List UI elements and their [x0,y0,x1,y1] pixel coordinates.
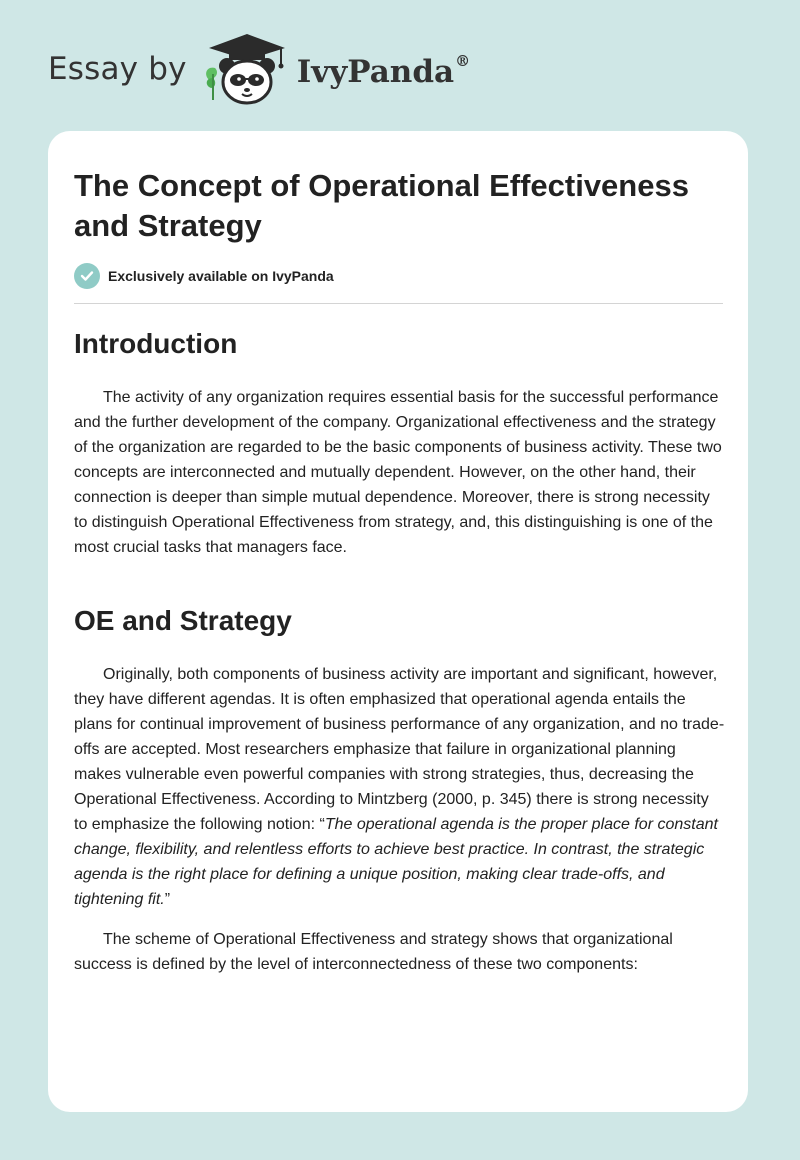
section-heading-oe-strategy: OE and Strategy [74,605,292,636]
exclusive-badge [74,263,334,289]
paragraph-oe-strategy-2: The scheme of Operational Effectiveness and strategy shows that organizational success is defined by the level of interconnectedness of these two components: [74,931,673,973]
exclusive-label: Exclusively available on IvyPanda [108,268,334,284]
panda-graduate-icon [201,30,293,110]
essay-card [48,131,748,1112]
check-circle-icon [74,263,100,289]
site-header [48,30,470,110]
brand-name: IvyPanda® [296,52,471,90]
essay-by-label: Essay by [48,51,187,87]
paragraph-introduction: The activity of any organization requires essential basis for the successful performance and the further development of the company. Organizational effectiveness and the strategy of the organization are regarded to be the basic components of business activity. These two concepts are interconnected and mutually dependent. However, on the other hand, their connection is deeper than simple mutual dependence. Moreover, there is strong necessity to distinguish Operational Effectiveness from strategy, and, this distinguishing is one of the most crucial tasks that managers face. [74,389,722,556]
paragraph-oe-strategy-1: Originally, both components of business activity are important and significant, however, they have different agendas. It is often emphasized that operational agenda entails the plans for continual improvement of business performance of any organization, and no trade-offs are accepted. Most researchers emphasize that failure in organizational planning makes vulnerable even powerful companies with strong strategies, thus, decreasing the Operational Effectiveness. According to Mintzberg (2000, p. 345) there is strong necessity to emphasize the following notion: “The operational agenda is the proper place for constant change, flexibility, and relentless efforts to achieve best practice. In contrast, the strategic agenda is the right place for defining a unique position, making clear trade-offs, and tightening fit.” [74,666,725,908]
divider [74,303,723,304]
mintzberg-quote: The operational agenda is the proper place for constant change, flexibility, and relentless efforts to achieve best practice. In contrast, the strategic agenda is the right place for defining a unique position, making clear trade-offs, and tightening fit. [74,816,718,908]
section-heading-introduction: Introduction [74,328,238,359]
page-title: The Concept of Operational Effectiveness and Strategy [74,168,689,243]
